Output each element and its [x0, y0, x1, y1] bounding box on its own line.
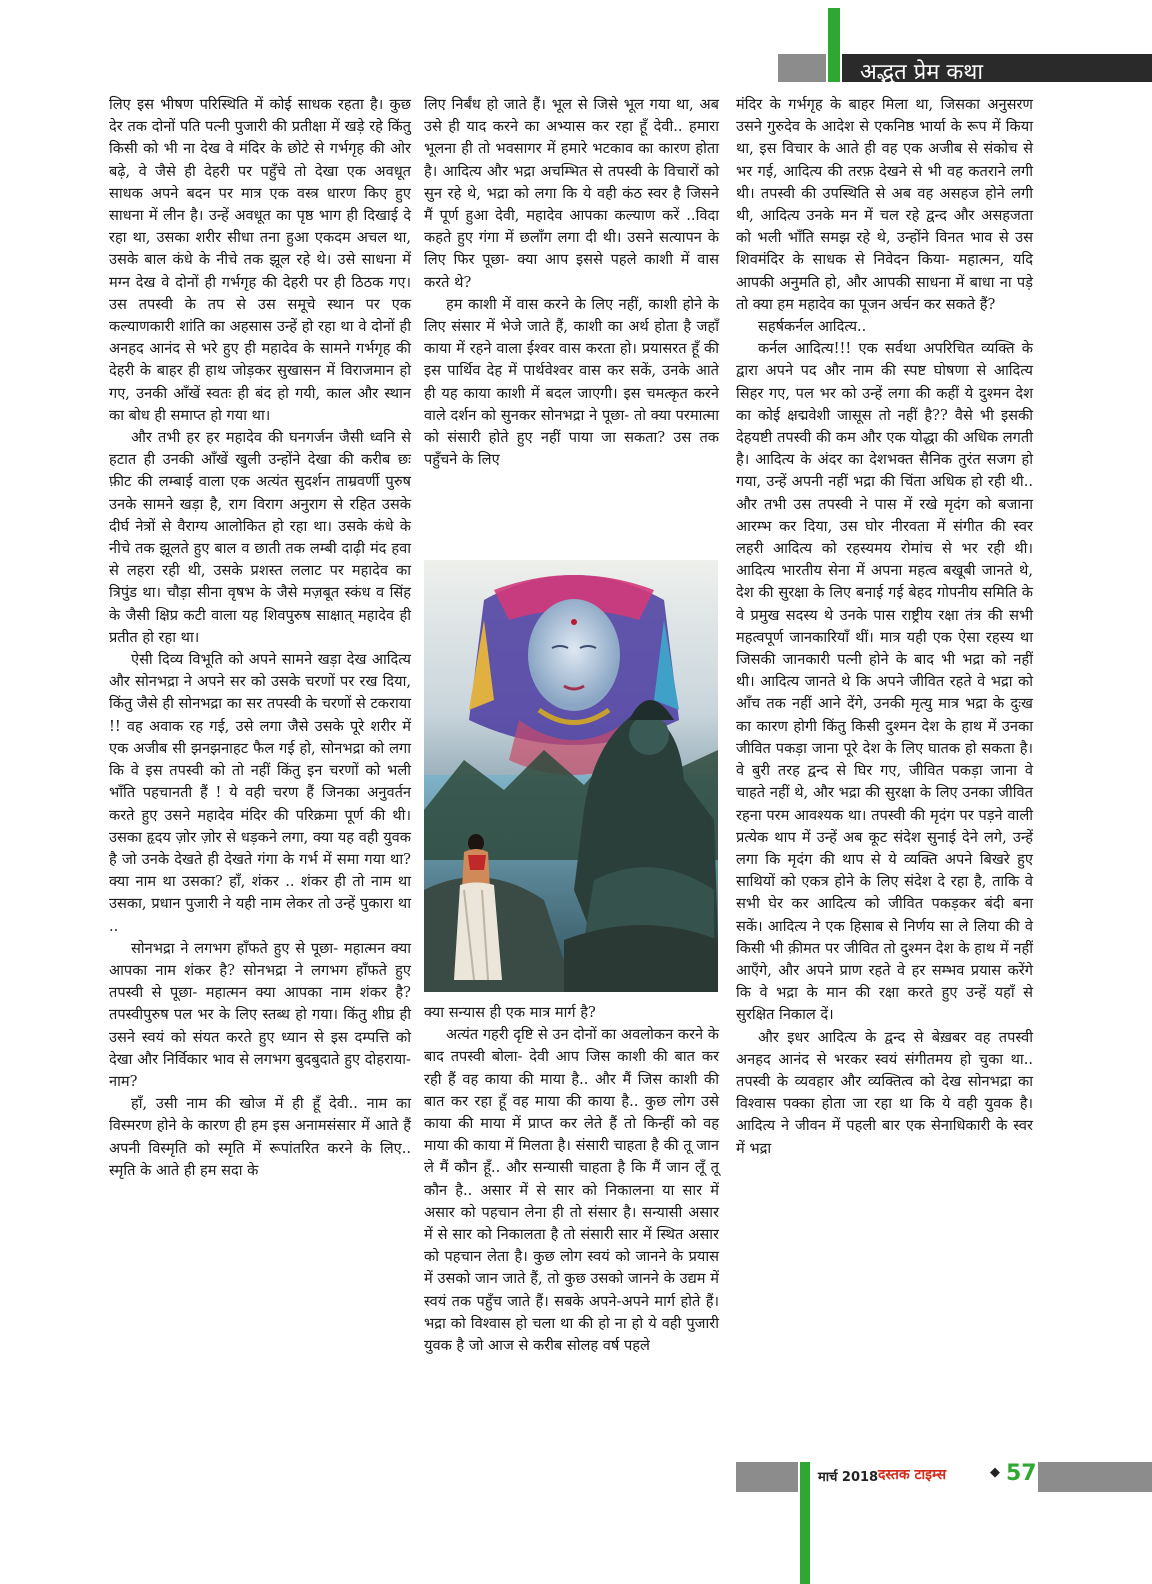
paragraph: हाँ, उसी नाम की खोज में ही हूँ देवी.. नाम का विस्मरण होने के कारण ही हम इस अनामसंसार में आते हैं अपनी विस्मृति को स्मृति में रूपांतरित करने के लिए.. स्मृति के आते ही हम सदा के [109, 1095, 411, 1179]
paragraph: मंदिर के गर्भगृह के बाहर मिला था, जिसका अनुसरण उसने गुरुदेव के आदेश से एकनिष्ठ भार्या के रूप में किया था, इस विचार के आते ही वह एक अजीब से संकोच से भर गई, आदित्य की तरफ़ देखने से भी वह कतराने लगी थी। तपस्वी की उपस्थिति से अब वह असहज होने लगी थी, आदित्य उनके मन में चल रहे द्वन्द और असहजता को भली भाँति समझ रहे थे, उन्होंने विनत भाव से उस शिवमंदिर के साधक से निवेदन किया- महात्मन, यदि आपकी अनुमति हो, और आपकी साधना में बाधा ना पड़े तो क्या हम महादेव का पूजन अर्चन कर सकते हैं? [736, 96, 1033, 313]
footer-separator: ◆ [990, 1465, 1000, 1480]
paragraph: कर्नल आदित्य!!! एक सर्वथा अपरिचित व्यक्ति के द्वारा अपने पद और नाम की स्पष्ट घोषणा से आदित्य सिहर गए, पल भर को उन्हें लगा की कहीं ये दुश्मन देश का कोई क्षद्मवेशी जासूस तो नहीं है?? वैसे भी इसकी देहयष्टी तपस्वी की कम और एक योद्धा की अधिक लगती है। आदित्य के अंदर का देशभक्त सैनिक तुरंत सजग हो गया, उन्हें अपनी नहीं भद्रा की चिंता अधिक हो रही थी.. और तभी उस तपस्वी ने पास में रखे मृदंग को बजाना आरम्भ कर दिया, उस घोर नीरवता में संगीत की स्वर लहरी आदित्य को रहस्यमय रोमांच से भर रही थी। आदित्य भारतीय सेना में अपना महत्व बखूबी जानते थे, देश की सुरक्षा के लिए बनाई गई बेहद गोपनीय समिति के वे प्रमुख सदस्य थे उनके पास राष्ट्रीय रक्षा तंत्र की सभी महत्वपूर्ण जानकारियाँ थीं। मात्र यही एक ऐसा रहस्य था जिसकी जानकारी पत्नी होने के बाद भी भद्रा को नहीं थी। आदित्य जानते थे कि अपने जीवित रहते वे भद्रा को आँच तक नहीं आने देंगे, उनकी मृत्यु मात्र भद्रा के दुःख का कारण होगी किंतु किसी दुश्मन देश के हाथ में उनका जीवित पकड़ा जाना पूरे देश के लिए घातक हो सकता है। वे बुरी तरह द्वन्द से घिर गए, जीवित पकड़ा जाना वे चाहते नहीं थे, और भद्रा की सुरक्षा के लिए उनका जीवित रहना परम आवश्यक था। तपस्वी की मृदंग पर पड़ने वाली प्रत्येक थाप में उन्हें अब कूट संदेश सुनाई देने लगे, उन्हें लगा कि मृदंग की थाप से ये व्यक्ति अपने बिखरे हुए साथियों को एकत्र होने के लिए संदेश दे रहा है, ताकि वे सभी घेर कर आदित्य को जीवित पकड़कर बंदी बना सकें। आदित्य ने एक हिसाब से निर्णय सा ले लिया की वे किसी भी क़ीमत पर जीवित तो दुश्मन देश के हाथ में नहीं आएँगे, और अपने प्राण रहते वे हर सम्भव प्रयास करेंगे कि वे भद्रा के मान की रक्षा करते हुए उन्हें यहाँ से सुरक्षित निकाल दें। [736, 340, 1033, 1024]
page-number: 57 [1006, 1461, 1037, 1486]
issue-date: मार्च 2018 [818, 1470, 879, 1485]
paragraph: क्या सन्यास ही एक मात्र मार्ग है? [424, 1004, 596, 1021]
article-column-2-top [424, 94, 719, 471]
paragraph: लिए इस भीषण परिस्थिति में कोई साधक रहता है। कुछ देर तक दोनों पति पत्नी पुजारी की प्रतीक्षा में खड़े रहे किंतु किसी को भी ना देख वे मंदिर के छोटे से गर्भगृह की ओर बढ़े, वे जैसे ही देहरी पर पहुँचे तो देखा एक अवधूत साधक अपने बदन पर मात्र एक वस्त्र धारण किए हुए साधना में लीन है। उन्हें अवधूत का पृष्ठ भाग ही दिखाई दे रहा था, उसका शरीर सीधा तना हुआ एकदम अचल था, उसके बाल कंधे के नीचे तक झूल रहे थे। उसे साधना में मग्न देख वे दोनों ही गर्भगृह की देहरी पर ही ठिठक गए। उस तपस्वी के तप से उस समूचे स्थान पर एक कल्याणकारी शांति का अहसास उन्हें हो रहा था वे दोनों ही अनहद आनंद से भरे हुए ही महादेव के सामने गर्भगृह की देहरी के बाहर ही हाथ जोड़कर सुखासन में विराजमान हो गए, उनकी आँखें स्वतः ही बंद हो गयी, काल और स्थान का बोध ही समाप्त हो गया था। [109, 96, 411, 424]
paragraph: सोनभद्रा ने लगभग हाँफते हुए से पूछा- महात्मन क्या आपका नाम शंकर है? सोनभद्रा ने लगभग हाँफते हुए तपस्वी से पूछा- महात्मन क्या आपका नाम शंकर है? तपस्वीपुरुष पल भर के लिए स्तब्ध हो गया। किंतु शीघ्र ही उसने स्वयं को संयत करते हुए ध्यान से इस दम्पत्ति को देखा और निर्विकार भाव से लगभग बुदबुदाते हुए दोहराया- नाम? [109, 939, 411, 1090]
shiva-painting-image [424, 560, 718, 992]
paragraph: ऐसी दिव्य विभूति को अपने सामने खड़ा देख आदित्य और सोनभद्रा ने अपने सर को उसके चरणों पर रख दिया, किंतु जैसे ही सोनभद्रा का सर तपस्वी के चरणों से टकराया !! वह अवाक रह गई, उसे लगा जैसे उसके पूरे शरीर में एक अजीब सी झनझनाहट फैल गई हो, सोनभद्रा को लगा कि वे इस तपस्वी को तो नहीं किंतु इन चरणों को भली भाँति पहचानती हैं ! ये वही चरण हैं जिनका अनुवर्तन करते हुए उसने महादेव मंदिर की परिक्रमा पूर्ण की थी। उसका हृदय ज़ोर ज़ोर से धड़कने लगा, क्या यह वही युवक है जो उनके देखते ही देखते गंगा के गर्भ में समा गया था? क्या नाम था उसका? हाँ, शंकर .. शंकर ही तो नाम था उसका, प्रधान पुजारी ने यही नाम लेकर तो उन्हें पुकारा था .. [109, 651, 411, 935]
section-title: अद्भुत प्रेम कथा [860, 60, 984, 85]
paragraph: लिए निर्बंध हो जाते हैं। भूल से जिसे भूल गया था, अब उसे ही याद करने का अभ्यास कर रहा हूँ देवी.. हमारा भूलना ही तो भवसागर में हमारे भटकाव का कारण होता है। आदित्य और भद्रा अचम्भित से तपस्वी के विचारों को सुन रहे थे, भद्रा को लगा कि ये वही कंठ स्वर है जिसने मैं पूर्ण हुआ देवी, महादेव आपका कल्याण करें ..विदा कहते हुए गंगा में छलाँग लगा दी थी। उसने सत्यापन के लिए फिर पूछा- क्या आप इससे पहले काशी में वास करते थे? [424, 96, 719, 291]
header-accent-bar [828, 8, 840, 82]
paragraph: और तभी हर हर महादेव की घनगर्जन जैसी ध्वनि से हटात ही उनकी आँखें खुली उन्होंने देखा की करीब छः फ़ीट की लम्बाई वाला एक अत्यंत सुदर्शन ताम्रवर्णी पुरुष उनके सामने खड़ा है, राग विराग अनुराग से रहित उसके दीर्घ नेत्रों से वैराग्य आलोकित हो रहा था। उसके कंधे के नीचे तक झूलते हुए बाल व छाती तक लम्बी दाढ़ी मंद हवा से लहरा रही थी, उसके प्रशस्त ललाट पर महादेव का त्रिपुंड था। चौड़ा सीना वृषभ के जैसे मज़बूत स्कंध व सिंह के जैसी क्षिप्र कटी वाला यह शिवपुरुष साक्षात् महादेव ही प्रतीत हो रहा था। [109, 429, 411, 646]
header-grey-block [778, 54, 826, 82]
magazine-name: दस्तक टाइम्स [878, 1467, 947, 1483]
footer-accent-bar [800, 1462, 810, 1584]
article-illustration [424, 560, 718, 992]
article-column-1 [109, 94, 411, 1182]
paragraph: अत्यंत गहरी दृष्टि से उन दोनों का अवलोकन करने के बाद तपस्वी बोला- देवी आप जिस काशी की बात कर रही हैं वह काया की माया है.. और मैं जिस काशी की बात कर रहा हूँ वह माया की काया है.. कुछ लोग उसे काया की माया में प्राप्त कर लेते हैं तो किन्हीं को वह माया की काया में मिलता है। संसारी चाहता है की तू जान ले मैं कौन हूँ.. और सन्यासी चाहता है कि मैं जान लूँ तू कौन है.. असार में से सार को निकालना या सार में असार को पहचान लेना ही तो संसार है। सन्यासी असार में से सार को निकालता है तो संसारी सार में स्थित असार को पहचान लेता है। कुछ लोग स्वयं को जानने के प्रयास में उसको जान जाते हैं, तो कुछ उसको जानने के उद्यम में स्वयं तक पहुँच जाते हैं। सबके अपने-अपने मार्ग होते हैं। भद्रा को विश्वास हो चला था की हो ना हो ये वही पुजारी युवक है जो आज से करीब सोलह वर्ष पहले [424, 1026, 719, 1355]
footer-grey-block-right [1038, 1462, 1152, 1492]
article-column-3 [736, 94, 1033, 1160]
paragraph: और इधर आदित्य के द्वन्द से बेख़बर वह तपस्वी अनहद आनंद से भरकर स्वयं संगीतमय हो चुका था.. तपस्वी के व्यवहार और व्यक्तित्व को देख सोनभद्रा का विश्वास पक्का होता जा रहा था कि ये वही युवक है। आदित्य ने जीवन में पहली बार एक सेनाधिकारी के स्वर में भद्रा [736, 1028, 1033, 1157]
article-column-2-bottom [424, 1002, 719, 1357]
paragraph: सहर्षकर्नल आदित्य.. [758, 318, 867, 336]
footer-grey-block-left [736, 1462, 798, 1492]
paragraph: हम काशी में वास करने के लिए नहीं, काशी होने के लिए संसार में भेजे जाते हैं, काशी का अर्थ होता है जहाँ काया में रहने वाला ईश्वर वास करता हो। प्रयासरत हूँ की इस पार्थिव देह में पार्थवेश्वर वास कर सकें, उनके आते ही यह काया काशी में बदल जाएगी। इस चमत्कृत करने वाले दर्शन को सुनकर सोनभद्रा ने पूछा- तो क्या परमात्मा को संसारी होते हुए नहीं पाया जा सकता? उस तक पहुँचने के लिए [424, 295, 719, 469]
